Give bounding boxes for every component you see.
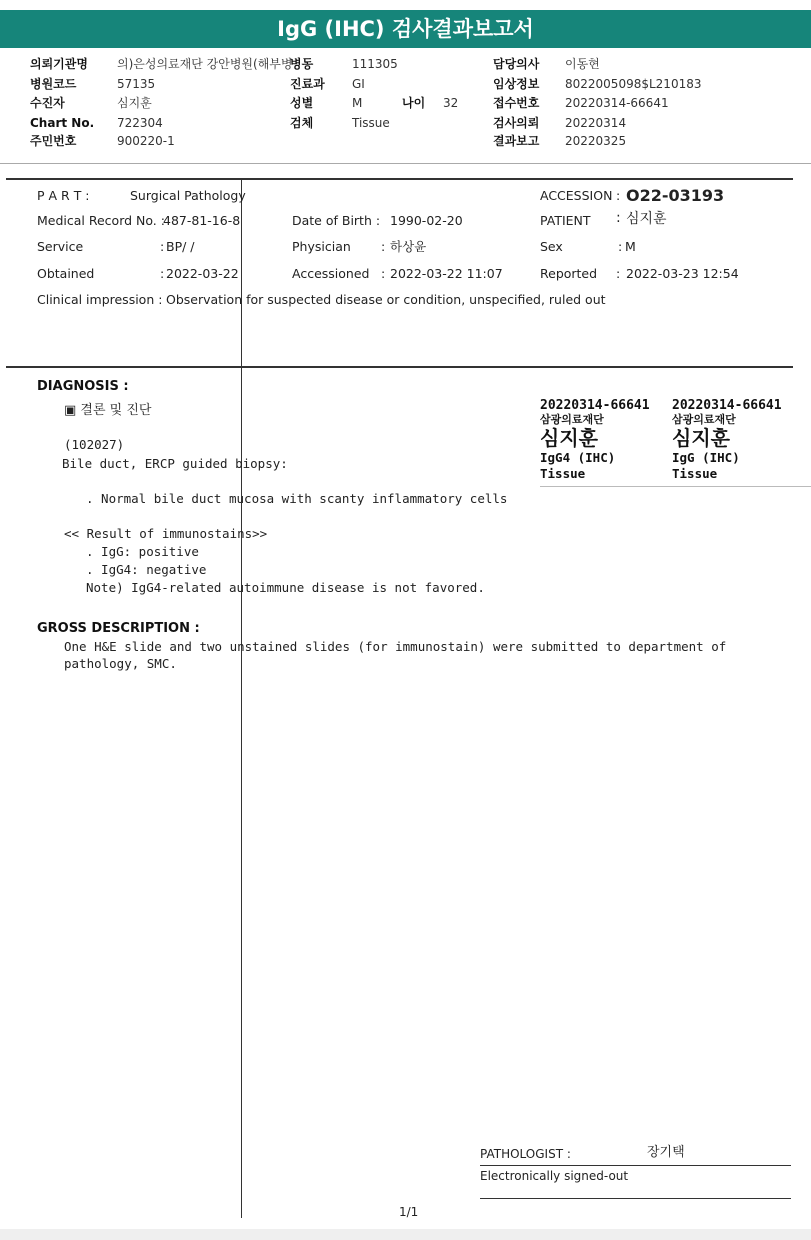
receipt-value: 20220314-66641 — [565, 96, 669, 110]
footer-bar — [0, 1229, 811, 1240]
label-institution: 삼광의료재단 — [540, 413, 604, 426]
page-number: 1/1 — [399, 1205, 419, 1219]
ward-value: 111305 — [352, 57, 398, 71]
report-sex-value: M — [625, 239, 636, 254]
fold-line — [241, 180, 242, 1218]
hospital-code-value: 57135 — [117, 77, 156, 91]
reported-label: Reported — [540, 266, 598, 281]
label-patient-name: 심지훈 — [540, 426, 598, 450]
specimen-label: 검체 — [290, 116, 314, 130]
specimen-label-igg — [672, 398, 782, 482]
sex-label: 성별 — [290, 96, 314, 110]
accession-label: ACCESSION — [540, 188, 613, 203]
label-institution: 삼광의료재단 — [672, 413, 736, 426]
clinical-info-label: 임상정보 — [493, 77, 540, 91]
mrn-value: 487-81-16-8 — [163, 213, 241, 228]
doctor-value: 이동현 — [565, 57, 600, 71]
diagnosis-code: (102027) — [64, 437, 125, 452]
diagnosis-finding: . Normal bile duct mucosa with scanty inflammatory cells — [86, 491, 508, 506]
accession-value: O22-03193 — [626, 186, 725, 205]
reported-value: 2022-03-23 12:54 — [626, 266, 739, 281]
patient-label: 수진자 — [30, 96, 65, 110]
gross-line-1: One H&E slide and two unstained slides (for immunostain) were submitted to department of — [64, 639, 727, 654]
service-value: BP/ / — [166, 239, 195, 254]
hospital-code-label: 병원코드 — [30, 77, 77, 91]
request-date-label: 검사의뢰 — [493, 116, 540, 130]
signature-rule — [480, 1165, 791, 1166]
obtained-label: Obtained — [37, 266, 95, 281]
diagnosis-site: Bile duct, ERCP guided biopsy: — [62, 456, 288, 471]
receipt-label: 접수번호 — [493, 96, 540, 110]
immuno-heading: << Result of immunostains>> — [64, 526, 268, 541]
resident-label: 주민번호 — [30, 134, 77, 148]
report-mid-rule — [6, 366, 793, 368]
age-label: 나이 — [402, 96, 426, 110]
pathologist-label: PATHOLOGIST : — [480, 1147, 571, 1161]
label-number: 20220314-66641 — [540, 398, 650, 413]
header-divider — [0, 163, 811, 164]
diagnosis-heading: DIAGNOSIS : — [37, 379, 129, 394]
mrn-label: Medical Record No. : — [37, 213, 165, 228]
signed-status: Electronically signed-out — [480, 1169, 629, 1183]
request-date-value: 20220314 — [565, 116, 627, 130]
chart-value: 722304 — [117, 116, 163, 130]
specimen-value: Tissue — [352, 116, 390, 130]
label-patient-name: 심지훈 — [672, 426, 730, 450]
label-specimen: Tissue — [540, 466, 586, 481]
report-date-label: 결과보고 — [493, 134, 540, 148]
report-top-rule — [6, 178, 793, 180]
institution-label: 의뢰기관명 — [30, 57, 88, 71]
report-patient-value: 심지훈 — [626, 211, 667, 227]
label-specimen: Tissue — [672, 466, 718, 481]
clinical-impression-label: Clinical impression : — [37, 292, 163, 307]
service-label: Service — [37, 239, 84, 254]
dob-label: Date of Birth : — [292, 213, 381, 228]
diagnosis-note: Note) IgG4-related autoimmune disease is not favored. — [86, 580, 485, 595]
accessioned-label: Accessioned — [292, 266, 370, 281]
report-patient-label: PATIENT — [540, 213, 591, 228]
igg4-result: . IgG4: negative — [86, 562, 207, 577]
obtained-value: 2022-03-22 — [166, 266, 239, 281]
physician-value: 하상윤 — [390, 239, 427, 254]
chart-label: Chart No. — [30, 116, 95, 130]
dob-value: 1990-02-20 — [390, 213, 463, 228]
accessioned-value: 2022-03-22 11:07 — [390, 266, 503, 281]
label-test: IgG4 (IHC) — [540, 450, 616, 465]
report-date-value: 20220325 — [565, 134, 627, 148]
doctor-label: 담당의사 — [493, 57, 540, 71]
signature-bottom-rule — [480, 1198, 791, 1199]
age-value: 32 — [443, 96, 459, 110]
sex-value: M — [352, 96, 363, 110]
patient-value: 심지훈 — [117, 96, 152, 110]
ward-label: 병동 — [290, 57, 314, 71]
label-test: IgG (IHC) — [672, 450, 740, 465]
part-label: P A R T : — [37, 188, 90, 203]
igg-result: . IgG: positive — [86, 544, 199, 559]
dept-value: GI — [352, 77, 365, 91]
resident-value: 900220-1 — [117, 134, 175, 148]
dept-label: 진료과 — [290, 77, 325, 91]
diagnosis-subheading: ▣ 결론 및 진단 — [64, 403, 152, 418]
gross-heading: GROSS DESCRIPTION : — [37, 621, 200, 636]
label-number: 20220314-66641 — [672, 398, 782, 413]
pathologist-name: 장기택 — [647, 1145, 685, 1160]
physician-label: Physician — [292, 239, 351, 254]
clinical-impression-value: Observation for suspected disease or condition, unspecified, ruled out — [166, 292, 606, 307]
report-sex-label: Sex — [540, 239, 563, 254]
institution-value: 의)은성의료재단 강안병원(해부병 — [117, 57, 293, 71]
label-edge — [540, 486, 811, 487]
clinical-info-value: 8022005098$L210183 — [565, 77, 702, 91]
report-title: IgG (IHC) 검사결과보고서 — [0, 10, 811, 48]
gross-line-2: pathology, SMC. — [64, 656, 177, 671]
specimen-label-igg4 — [540, 398, 650, 482]
part-value: Surgical Pathology — [130, 188, 246, 203]
